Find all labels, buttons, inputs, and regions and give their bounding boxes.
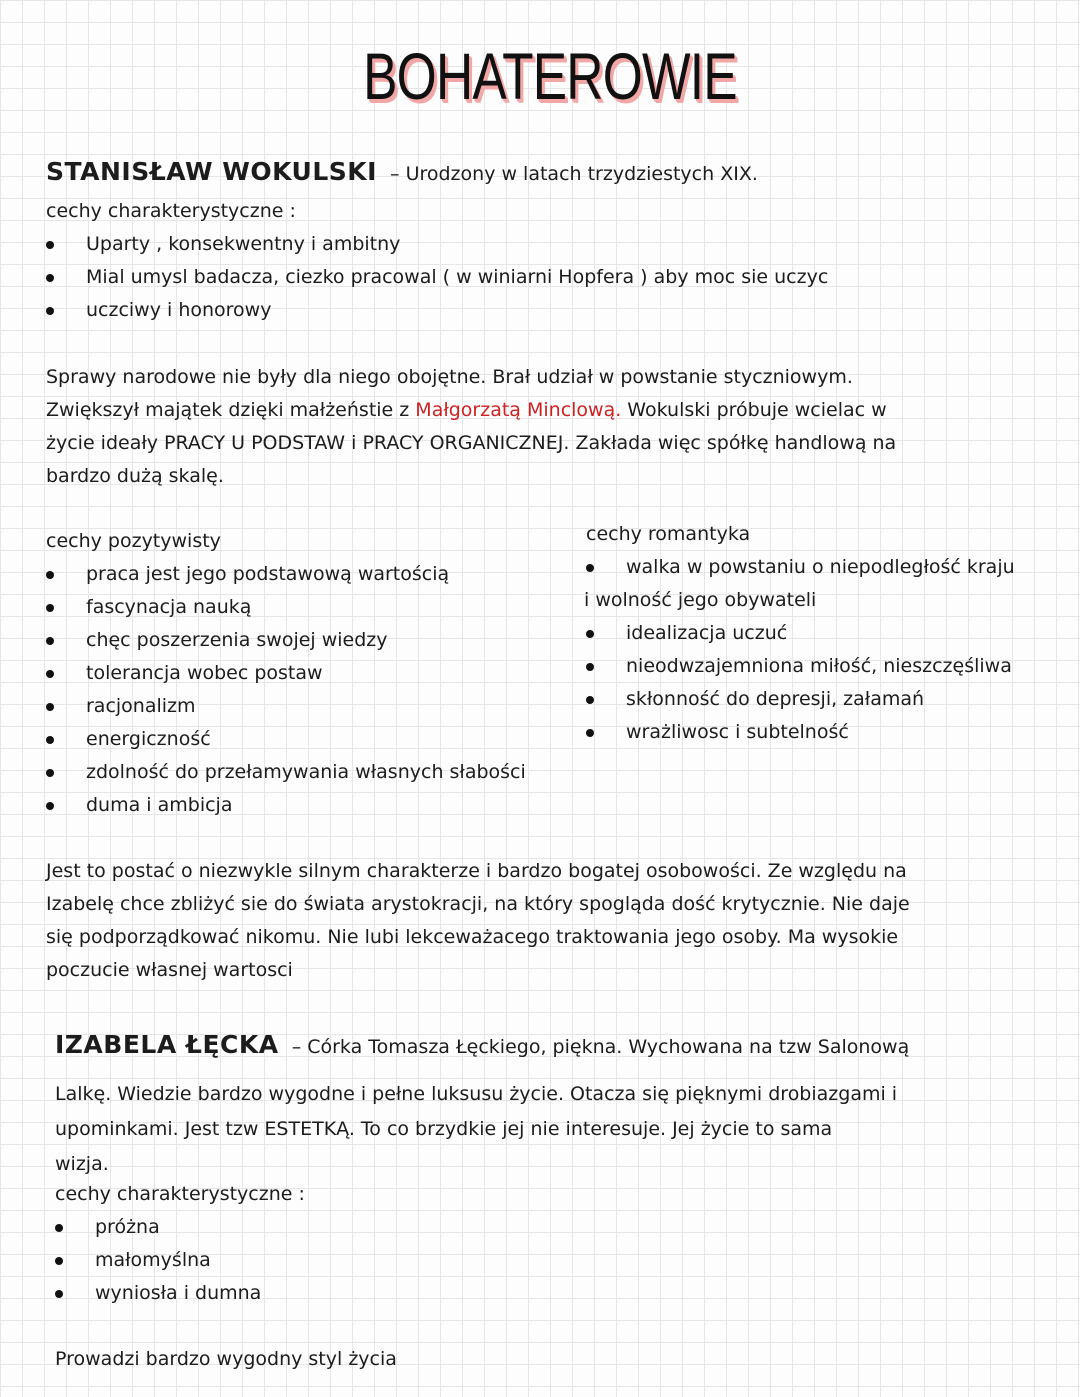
izabela-name: IZABELA ŁĘCKA bbox=[55, 1030, 279, 1059]
paragraph-line bbox=[46, 394, 896, 427]
list-item: małomyślna bbox=[55, 1244, 261, 1277]
highlighted-name: Małgorzatą Minclową. bbox=[415, 399, 622, 421]
paragraph-line: Lalkę. Wiedzie bardzo wygodne i pełne luksusu życie. Otacza się pięknymi drobiazgami i bbox=[55, 1083, 898, 1105]
romantic-list-first bbox=[586, 551, 1015, 584]
list-item: chęc poszerzenia swojej wiedzy bbox=[46, 624, 526, 657]
list-item: skłonność do depresji, załamań bbox=[586, 683, 1012, 716]
wokulski-paragraph-2 bbox=[46, 855, 910, 987]
paragraph-line: poczucie własnej wartosci bbox=[46, 959, 293, 981]
list-item: idealizacja uczuć bbox=[586, 617, 1012, 650]
positivist-label: cechy pozytywisty bbox=[46, 530, 221, 552]
izabela-traits-list bbox=[55, 1211, 261, 1310]
text: Zwiększył majątek dzięki małżeństie z bbox=[46, 399, 416, 421]
list-item: fascynacja nauką bbox=[46, 591, 526, 624]
paragraph-line: upominkami. Jest tzw ESTETKĄ. To co brzydkie jej nie interesuje. Jej życie to sama bbox=[55, 1118, 833, 1140]
list-item: uczciwy i honorowy bbox=[46, 294, 828, 327]
wokulski-traits-label: cechy charakterystyczne : bbox=[46, 200, 296, 222]
list-item: wyniosła i dumna bbox=[55, 1277, 261, 1310]
wokulski-traits-list bbox=[46, 228, 828, 327]
list-item: nieodwzajemniona miłość, nieszczęśliwa bbox=[586, 650, 1012, 683]
paragraph-line: życie ideały PRACY U PODSTAW i PRACY ORGANICZNEJ. Zakłada więc spółkę handlową na bbox=[46, 432, 897, 454]
wokulski-paragraph-1 bbox=[46, 361, 896, 493]
izabela-closing: Prowadzi bardzo wygodny styl życia bbox=[55, 1348, 397, 1370]
izabela-paragraph bbox=[55, 1077, 897, 1182]
list-item: tolerancja wobec postaw bbox=[46, 657, 526, 690]
romantic-first-continuation: i wolność jego obywateli bbox=[584, 589, 817, 611]
izabela-traits-label: cechy charakterystyczne : bbox=[55, 1183, 305, 1205]
list-item: próżna bbox=[55, 1211, 261, 1244]
text: Wokulski próbuje wcielac w bbox=[621, 399, 887, 421]
list-item: Mial umysl badacza, ciezko pracowal ( w winiarni Hopfera ) aby moc sie uczyc bbox=[46, 261, 828, 294]
izabela-intro: – Córka Tomasza Łęckiego, piękna. Wychowana na tzw Salonową bbox=[291, 1036, 910, 1058]
list-item: wrażliwosc i subtelność bbox=[586, 716, 1012, 749]
page-title: BOHATEROWIE bbox=[363, 39, 737, 113]
paragraph-line: Jest to postać o niezwykle silnym charakterze i bardzo bogatej osobowości. Ze względu na bbox=[46, 860, 907, 882]
wokulski-intro: – Urodzony w latach trzydziestych XIX. bbox=[390, 163, 758, 185]
paragraph-line: Izabelę chce zbliżyć sie do świata arystokracji, na który spogląda dość krytycznie. Nie daje bbox=[46, 893, 910, 915]
list-item: zdolność do przełamywania własnych słabości bbox=[46, 756, 526, 789]
paragraph-line: wizja. bbox=[55, 1153, 109, 1175]
izabela-heading bbox=[55, 1030, 909, 1059]
romantic-label: cechy romantyka bbox=[586, 523, 751, 545]
list-item: Uparty , konsekwentny i ambitny bbox=[46, 228, 828, 261]
list-item: racjonalizm bbox=[46, 690, 526, 723]
paragraph-line: się podporządkować nikomu. Nie lubi lekceważacego traktowania jego osoby. Ma wysokie bbox=[46, 926, 899, 948]
positivist-list bbox=[46, 558, 526, 822]
romantic-list bbox=[586, 617, 1012, 749]
paragraph-line: Sprawy narodowe nie były dla niego obojętne. Brał udział w powstanie styczniowym. bbox=[46, 366, 853, 388]
wokulski-name: STANISŁAW WOKULSKI bbox=[46, 157, 377, 186]
list-item: energiczność bbox=[46, 723, 526, 756]
paragraph-line: bardzo dużą skalę. bbox=[46, 465, 224, 487]
list-item: duma i ambicja bbox=[46, 789, 526, 822]
list-item: praca jest jego podstawową wartością bbox=[46, 558, 526, 591]
wokulski-heading bbox=[46, 157, 758, 186]
list-item: walka w powstaniu o niepodległość kraju bbox=[586, 551, 1015, 584]
